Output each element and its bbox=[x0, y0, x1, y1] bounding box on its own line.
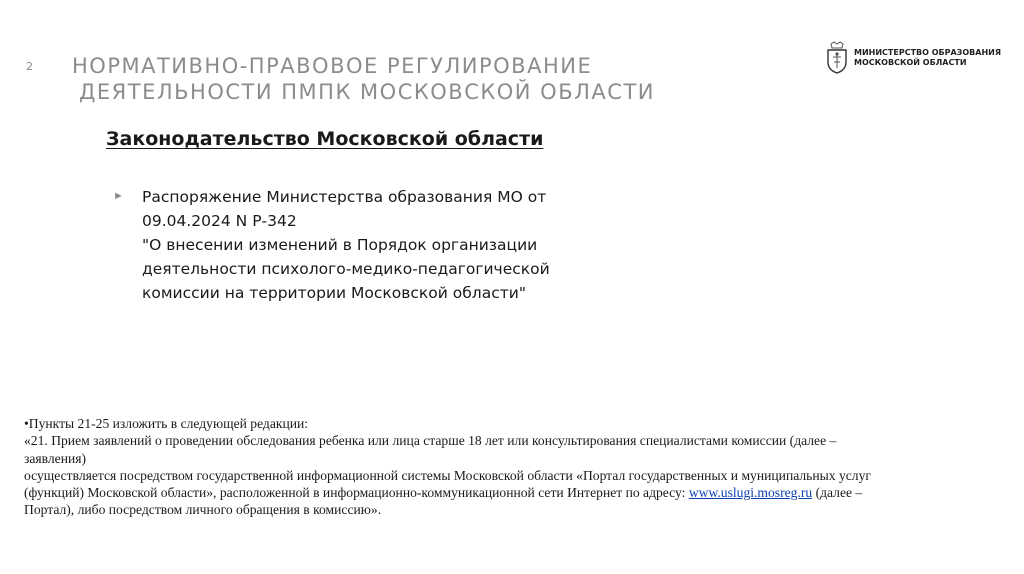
slide-title-line-2: ДЕЯТЕЛЬНОСТИ ПМПК МОСКОВСКОЙ ОБЛАСТИ bbox=[79, 80, 655, 104]
bullet-line: Распоряжение Министерства образования МО от bbox=[142, 188, 547, 206]
coat-of-arms-icon bbox=[825, 41, 849, 75]
body-line: заявления) bbox=[24, 450, 87, 466]
ministry-logo bbox=[825, 41, 1001, 75]
bullet-line: деятельности психолого-медико-педагогической bbox=[142, 260, 550, 278]
bullet-line: "О внесении изменений в Порядок организации bbox=[142, 236, 538, 254]
logo-text-line-2: МОСКОВСКОЙ ОБЛАСТИ bbox=[854, 58, 967, 67]
body-line: Портал), либо посредством личного обращения в комиссию». bbox=[24, 502, 382, 518]
logo-text-line-1: МИНИСТЕРСТВО ОБРАЗОВАНИЯ bbox=[854, 48, 1001, 57]
uslugi-portal-link[interactable]: www.uslugi.mosreg.ru bbox=[688, 485, 813, 501]
slide-title-line-1: НОРМАТИВНО-ПРАВОВОЕ РЕГУЛИРОВАНИЕ bbox=[72, 54, 593, 78]
bullet-arrow-icon: ► bbox=[113, 190, 124, 202]
bullet-line: 09.04.2024 N Р-342 bbox=[142, 212, 297, 230]
body-text-segment: (далее – bbox=[812, 485, 863, 501]
body-line-with-link bbox=[24, 484, 954, 501]
body-line: осуществляется посредством государственной информационной системы Московской области «Портал государственных и муниципальных услуг bbox=[24, 467, 871, 483]
bullet-line: комиссии на территории Московской области" bbox=[142, 284, 526, 302]
body-line: •Пункты 21-25 изложить в следующей редакции: bbox=[24, 416, 309, 431]
body-text-segment: (функций) Московской области», расположенной в информационно-коммуникационной сети Интернет по адресу: bbox=[24, 485, 689, 501]
amendment-text bbox=[24, 415, 954, 519]
bullet-item bbox=[142, 185, 562, 305]
section-heading: Законодательство Московской области bbox=[106, 128, 544, 150]
body-line: «21. Прием заявлений о проведении обследования ребенка или лица старше 18 лет или консультирования специалистами комиссии (далее – bbox=[24, 433, 837, 449]
slide-number: 2 bbox=[26, 60, 33, 73]
